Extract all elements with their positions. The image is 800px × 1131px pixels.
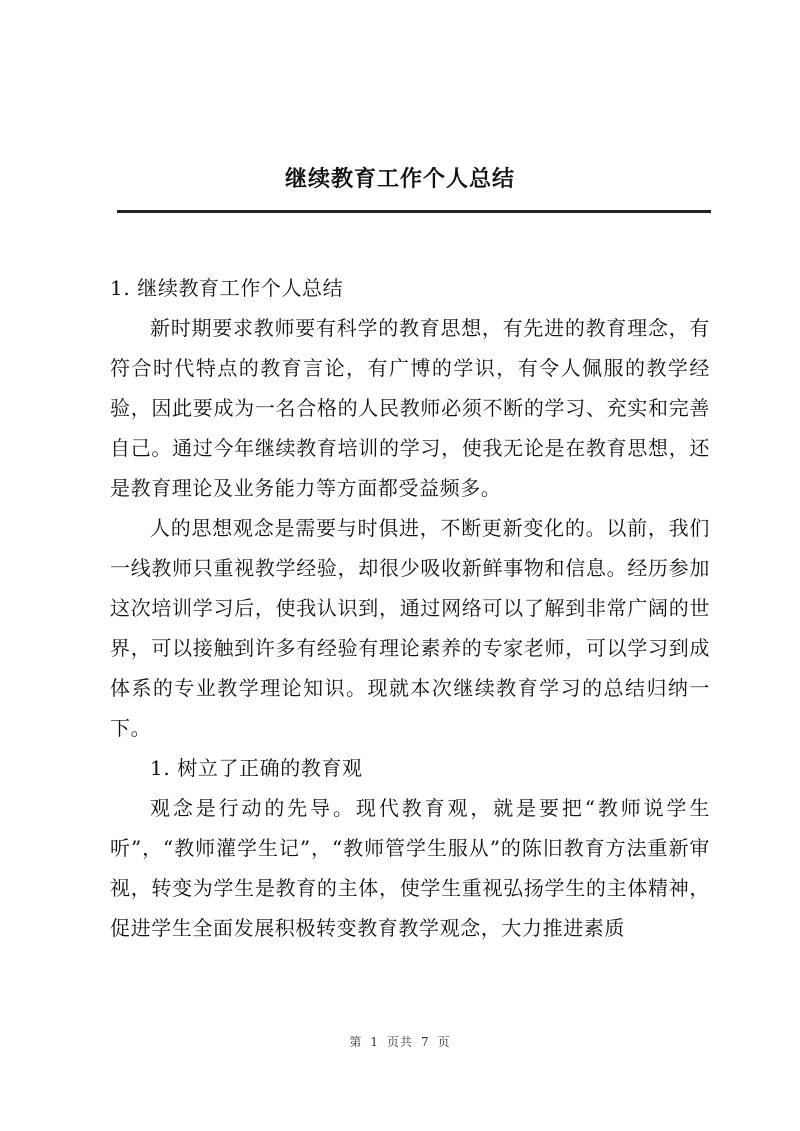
section-heading: 1. 继续教育工作个人总结	[110, 276, 344, 300]
paragraph: 观念是行动的先导。现代教育观，就是要把“教师说学生听”，“教师灌学生记”，“教师管学生服从”的陈旧教育方法重新审视，转变为学生是教育的主体，使学生重视弘扬学生的主体精神，促进学生全面发展积极转变教育教学观念，大力推进素质	[110, 796, 710, 940]
footer-label-ye: 页	[437, 1035, 451, 1049]
footer-label-di: 第	[349, 1035, 363, 1049]
footer-total-pages: 7	[421, 1035, 430, 1049]
page-footer	[0, 1033, 800, 1050]
paragraph: 新时期要求教师要有科学的教育思想，有先进的教育理念，有符合时代特点的教育言论，有广博的学识，有令人佩服的教学经验，因此要成为一名合格的人民教师必须不断的学习、充实和完善自己。通过今年继续教育培训的学习，使我无论是在教育思想，还是教育理论及业务能力等方面都受益频多。	[110, 316, 710, 500]
footer-label-ye-gong: 页共	[386, 1035, 413, 1049]
footer-page-number: 1	[370, 1035, 379, 1049]
document-title: 继续教育工作个人总结	[284, 167, 515, 192]
sub-heading: 1. 树立了正确的教育观	[150, 756, 363, 780]
title-underline	[117, 210, 711, 213]
paragraph: 人的思想观念是需要与时俱进，不断更新变化的。以前，我们一线教师只重视教学经验，却很少吸收新鲜事物和信息。经历参加这次培训学习后，使我认识到，通过网络可以了解到非常广阔的世界，可以接触到许多有经验有理论素养的专家老师，可以学习到成体系的专业教学理论知识。现就本次继续教育学习的总结归纳一下。	[110, 516, 710, 740]
document-body	[110, 268, 710, 948]
